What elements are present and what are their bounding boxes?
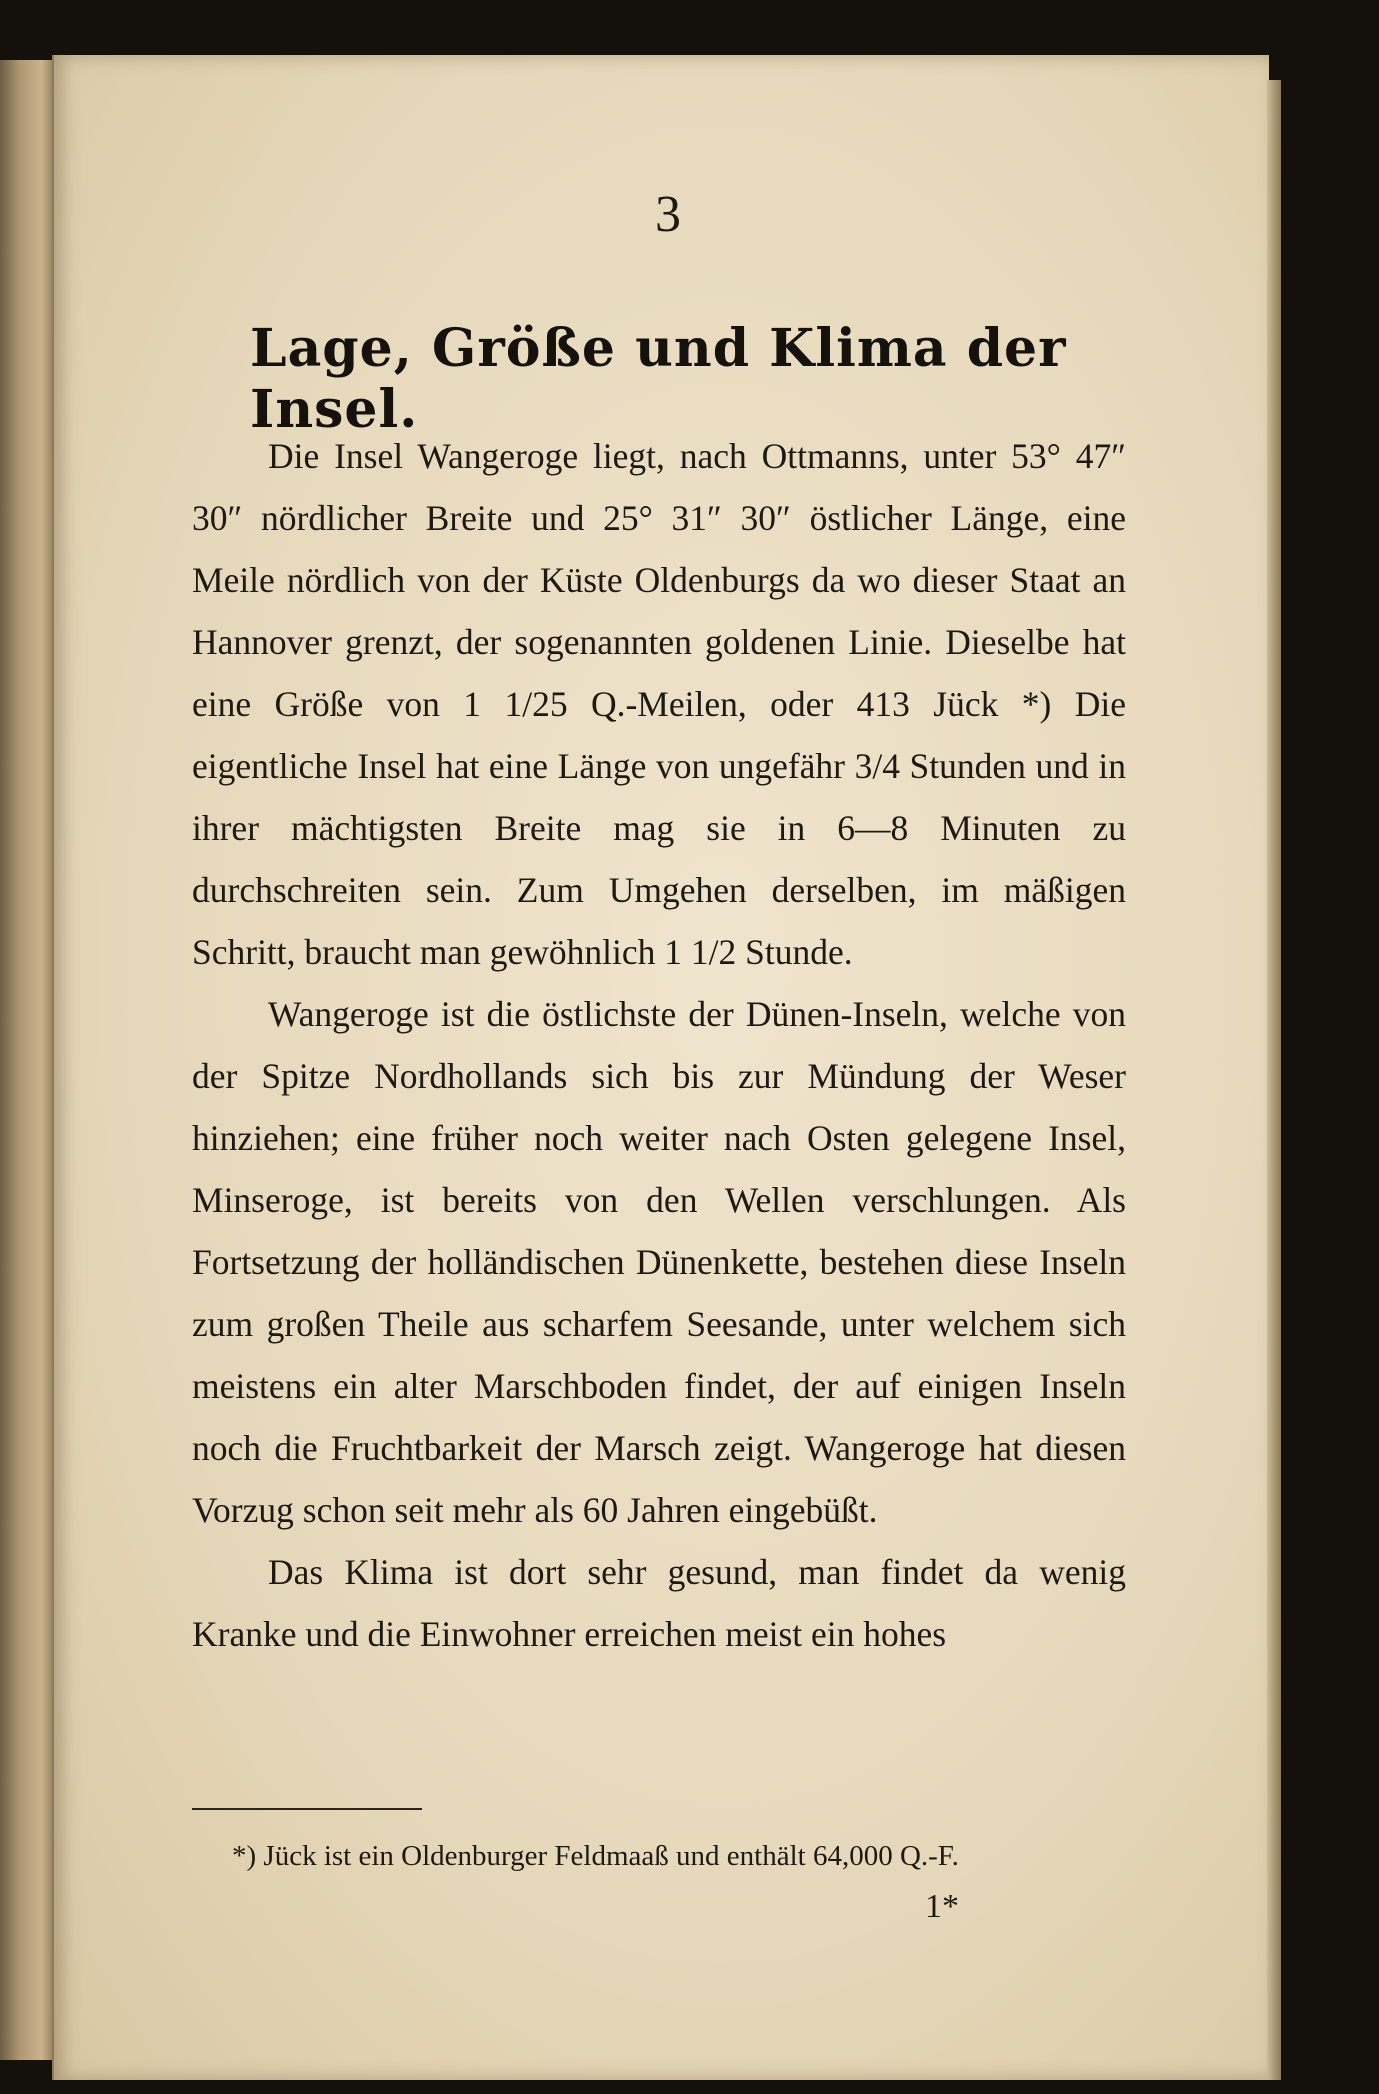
paragraph-1: Die Insel Wangeroge liegt, nach Ottmanns, unter 53° 47″ 30″ nördlicher Breite und 25° 31″ 30″ östlicher Länge, eine Meile nördlich von der Küste Oldenburgs da wo dieser Staat an Hannover grenzt, der sogenannten goldenen Linie. Dieselbe hat eine Größe von 1 1/25 Q.-Meilen, oder 413 Jück *) Die eigentliche Insel hat eine Länge von ungefähr 3/4 Stunden und in ihrer mächtigsten Breite mag sie in 6—8 Minuten zu durchschreiten sein. Zum Umgehen derselben, im mäßigen Schritt, braucht man gewöhnlich 1 1/2 Stunde. xyxy=(192,436,1126,972)
adjacent-page-edge xyxy=(0,60,52,2060)
signature-mark: 1* xyxy=(925,1888,959,1925)
chapter-heading: Lage, Größe und Klima der Insel. xyxy=(250,318,1067,440)
footnote-rule xyxy=(192,1808,422,1810)
page-number: 3 xyxy=(655,186,681,243)
body-text xyxy=(192,425,1126,1665)
paragraph-2: Wangeroge ist die östlichste der Dünen-Inseln, welche von der Spitze Nordhollands sich bis zur Mündung der Weser hinziehen; eine früher noch weiter nach Osten gelegene Insel, Minseroge, ist bereits von den Wellen verschlungen. Als Fortsetzung der holländischen Dünenkette, bestehen diese Inseln zum großen Theile aus scharfem Seesande, unter welchem sich meistens ein alter Marschboden findet, der auf einigen Inseln noch die Fruchtbarkeit der Marsch zeigt. Wangeroge hat diesen Vorzug schon seit mehr als 60 Jahren eingebüßt. xyxy=(192,994,1126,1530)
paragraph-3: Das Klima ist dort sehr gesund, man findet da wenig Kranke und die Einwohner erreichen meist ein hohes xyxy=(192,1552,1126,1654)
page-fore-edge xyxy=(1267,80,1281,2080)
footnote: *) Jück ist ein Oldenburger Feldmaaß und enthält 64,000 Q.-F. xyxy=(232,1840,959,1872)
